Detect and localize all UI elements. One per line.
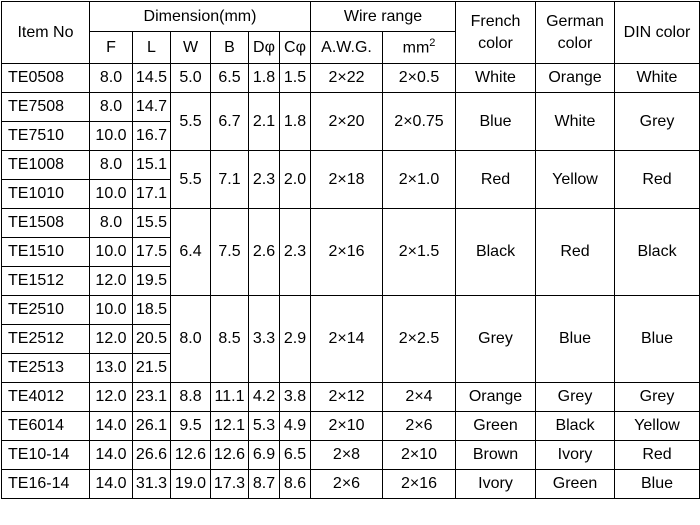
cell-german-color: Yellow [536,151,615,209]
header-mm2-unit: mm [402,39,430,57]
header-f: F [90,32,133,64]
cell-l: 18.5 [133,296,171,325]
cell-l: 17.5 [133,238,171,267]
cell-f: 8.0 [90,209,133,238]
cell-f: 12.0 [90,325,133,354]
cell-l: 19.5 [133,267,171,296]
cell-french-color: Orange [456,383,536,412]
cell-f: 10.0 [90,238,133,267]
table-row [2,151,700,180]
cell-f: 14.0 [90,412,133,441]
table-row [2,412,700,441]
header-wire-range: Wire range [311,2,456,32]
cell-awg: 2×12 [311,383,383,412]
header-w: W [171,32,211,64]
header-dimension: Dimension(mm) [90,2,311,32]
cell-l: 26.6 [133,441,171,470]
cell-b: 12.1 [211,412,249,441]
cell-w: 6.4 [171,209,211,296]
cell-mm2: 2×6 [383,412,456,441]
cell-f: 13.0 [90,354,133,383]
cell-mm2: 2×0.75 [383,93,456,151]
header-mm2-exponent: 2 [429,37,436,50]
cell-german-color: Ivory [536,441,615,470]
cell-item-no: TE0508 [2,64,90,93]
cell-item-no: TE10-14 [2,441,90,470]
cell-l: 21.5 [133,354,171,383]
cell-item-no: TE1512 [2,267,90,296]
cell-f: 8.0 [90,151,133,180]
cell-l: 15.5 [133,209,171,238]
table-row [2,209,700,238]
cell-german-color: Green [536,470,615,499]
table-row [2,470,700,499]
cell-item-no: TE6014 [2,412,90,441]
cell-w: 5.5 [171,93,211,151]
cell-w: 5.0 [171,64,211,93]
cell-l: 20.5 [133,325,171,354]
cell-awg: 2×14 [311,296,383,383]
cell-din-color: Red [615,151,700,209]
cell-f: 10.0 [90,180,133,209]
cell-c-phi: 3.8 [280,383,311,412]
cell-awg: 2×10 [311,412,383,441]
header-awg: A.W.G. [311,32,383,64]
cell-german-color: White [536,93,615,151]
cell-din-color: Grey [615,383,700,412]
cell-item-no: TE1010 [2,180,90,209]
cell-item-no: TE7510 [2,122,90,151]
cell-mm2: 2×1.0 [383,151,456,209]
terminal-spec-table [1,1,700,499]
cell-f: 8.0 [90,64,133,93]
cell-french-color: White [456,64,536,93]
cell-item-no: TE2512 [2,325,90,354]
cell-l: 23.1 [133,383,171,412]
header-din-color: DIN color [615,2,700,64]
header-french-color: French color [456,2,536,64]
cell-l: 26.1 [133,412,171,441]
table-row [2,441,700,470]
header-c-phi: Cφ [280,32,311,64]
cell-french-color: Green [456,412,536,441]
cell-d-phi: 3.3 [249,296,280,383]
cell-b: 7.1 [211,151,249,209]
cell-mm2: 2×4 [383,383,456,412]
header-b: B [211,32,249,64]
cell-c-phi: 2.3 [280,209,311,296]
cell-c-phi: 1.5 [280,64,311,93]
cell-d-phi: 2.1 [249,93,280,151]
cell-french-color: Red [456,151,536,209]
cell-d-phi: 1.8 [249,64,280,93]
cell-awg: 2×20 [311,93,383,151]
cell-w: 9.5 [171,412,211,441]
cell-item-no: TE1510 [2,238,90,267]
cell-l: 31.3 [133,470,171,499]
cell-c-phi: 4.9 [280,412,311,441]
cell-item-no: TE1508 [2,209,90,238]
cell-l: 15.1 [133,151,171,180]
cell-l: 14.7 [133,93,171,122]
cell-item-no: TE2513 [2,354,90,383]
cell-w: 5.5 [171,151,211,209]
cell-din-color: Grey [615,93,700,151]
cell-b: 17.3 [211,470,249,499]
cell-b: 8.5 [211,296,249,383]
cell-din-color: Black [615,209,700,296]
cell-din-color: Red [615,441,700,470]
header-d-phi: Dφ [249,32,280,64]
header-mm2 [383,32,456,64]
cell-german-color: Red [536,209,615,296]
cell-french-color: Ivory [456,470,536,499]
cell-mm2: 2×1.5 [383,209,456,296]
cell-item-no: TE1008 [2,151,90,180]
cell-mm2: 2×0.5 [383,64,456,93]
cell-french-color: Brown [456,441,536,470]
cell-b: 6.5 [211,64,249,93]
cell-mm2: 2×10 [383,441,456,470]
cell-german-color: Grey [536,383,615,412]
cell-french-color: Blue [456,93,536,151]
cell-awg: 2×6 [311,470,383,499]
table-row [2,64,700,93]
cell-german-color: Black [536,412,615,441]
header-german-color: German color [536,2,615,64]
cell-w: 19.0 [171,470,211,499]
cell-awg: 2×16 [311,209,383,296]
cell-c-phi: 8.6 [280,470,311,499]
cell-din-color: Blue [615,470,700,499]
cell-item-no: TE7508 [2,93,90,122]
cell-f: 12.0 [90,383,133,412]
cell-f: 8.0 [90,93,133,122]
cell-c-phi: 2.9 [280,296,311,383]
cell-c-phi: 1.8 [280,93,311,151]
cell-f: 12.0 [90,267,133,296]
cell-mm2: 2×2.5 [383,296,456,383]
cell-c-phi: 2.0 [280,151,311,209]
cell-item-no: TE16-14 [2,470,90,499]
cell-d-phi: 4.2 [249,383,280,412]
cell-french-color: Black [456,209,536,296]
header-l: L [133,32,171,64]
cell-w: 8.0 [171,296,211,383]
cell-f: 10.0 [90,296,133,325]
cell-item-no: TE2510 [2,296,90,325]
cell-d-phi: 8.7 [249,470,280,499]
cell-f: 10.0 [90,122,133,151]
cell-l: 17.1 [133,180,171,209]
table-row [2,383,700,412]
cell-din-color: Blue [615,296,700,383]
cell-awg: 2×22 [311,64,383,93]
cell-w: 12.6 [171,441,211,470]
cell-b: 6.7 [211,93,249,151]
cell-b: 7.5 [211,209,249,296]
cell-l: 16.7 [133,122,171,151]
cell-item-no: TE4012 [2,383,90,412]
cell-w: 8.8 [171,383,211,412]
cell-f: 14.0 [90,441,133,470]
cell-german-color: Blue [536,296,615,383]
cell-french-color: Grey [456,296,536,383]
cell-mm2: 2×16 [383,470,456,499]
table-row [2,296,700,325]
cell-d-phi: 6.9 [249,441,280,470]
cell-b: 12.6 [211,441,249,470]
cell-awg: 2×18 [311,151,383,209]
cell-d-phi: 5.3 [249,412,280,441]
cell-f: 14.0 [90,470,133,499]
header-item-no: Item No [2,2,90,64]
cell-b: 11.1 [211,383,249,412]
cell-d-phi: 2.6 [249,209,280,296]
cell-awg: 2×8 [311,441,383,470]
table-row [2,93,700,122]
cell-d-phi: 2.3 [249,151,280,209]
cell-german-color: Orange [536,64,615,93]
cell-din-color: Yellow [615,412,700,441]
cell-c-phi: 6.5 [280,441,311,470]
cell-l: 14.5 [133,64,171,93]
cell-din-color: White [615,64,700,93]
